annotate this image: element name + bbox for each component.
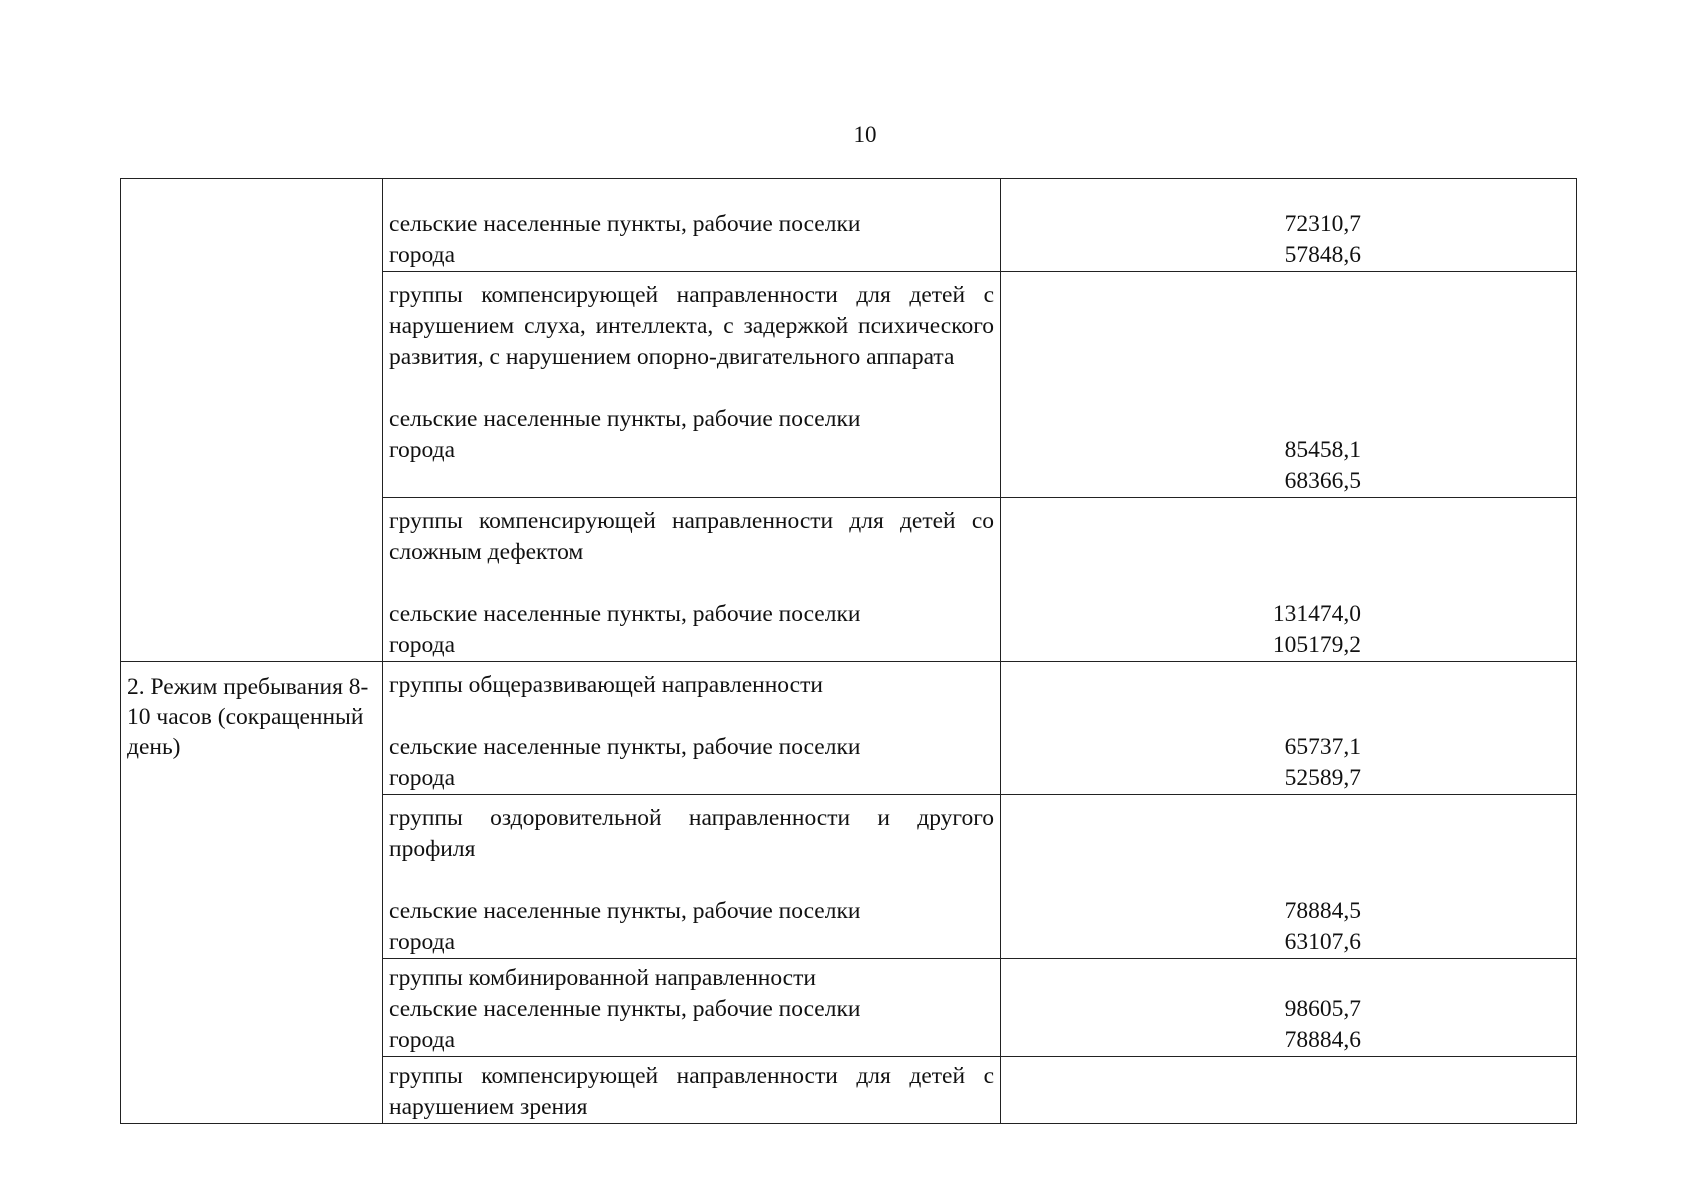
value: 68366,5 (1284, 468, 1361, 494)
value-cell (1001, 662, 1577, 795)
group-title: группы компенсирующей направленности для детей с нарушением слуха, интеллекта, с задержкой психического развития, с нарушением опорно-двигательного аппарата (389, 282, 994, 370)
group-cell (383, 959, 1001, 1057)
value: 98605,7 (1284, 996, 1361, 1022)
group-title: группы общеразвивающей направленности (389, 672, 823, 698)
tariff-table (120, 178, 1577, 1124)
group-title: группы компенсирующей направленности для детей с нарушением зрения (389, 1063, 994, 1120)
group-title: группы оздоровительной направленности и другого профиля (389, 805, 994, 862)
place-label: сельские населенные пункты, рабочие поселки (389, 601, 861, 627)
place-label: города (389, 437, 456, 463)
place-label: города (389, 242, 456, 268)
value: 72310,7 (1284, 211, 1361, 237)
group-cell (383, 795, 1001, 959)
value: 105179,2 (1272, 632, 1361, 658)
mode-label: 2. Режим пребывания 8-10 часов (сокращенный день) (127, 674, 369, 760)
group-cell (383, 498, 1001, 662)
group-cell (383, 1057, 1001, 1124)
place-label: города (389, 1027, 456, 1053)
place-label: города (389, 632, 456, 658)
value-cell (1001, 498, 1577, 662)
value-cell (1001, 959, 1577, 1057)
place-label: города (389, 929, 456, 955)
group-cell (383, 179, 1001, 272)
group-title: группы компенсирующей направленности для детей со сложным дефектом (389, 508, 994, 565)
group-cell (383, 272, 1001, 498)
value: 85458,1 (1284, 437, 1361, 463)
group-cell (383, 662, 1001, 795)
mode-cell (121, 662, 383, 1124)
value-cell-empty (1001, 1057, 1577, 1124)
value-cell (1001, 272, 1577, 498)
mode-cell-empty (121, 179, 383, 662)
group-title: группы комбинированной направленности (389, 965, 816, 991)
place-label: сельские населенные пункты, рабочие поселки (389, 211, 861, 237)
value: 57848,6 (1284, 242, 1361, 268)
value: 52589,7 (1284, 765, 1361, 791)
value: 78884,5 (1284, 898, 1361, 924)
value-cell (1001, 179, 1577, 272)
place-label: сельские населенные пункты, рабочие поселки (389, 734, 861, 760)
table-row (121, 662, 1577, 795)
place-label: сельские населенные пункты, рабочие поселки (389, 996, 861, 1022)
place-label: сельские населенные пункты, рабочие поселки (389, 406, 861, 432)
table-row (121, 179, 1577, 272)
value-cell (1001, 795, 1577, 959)
value: 65737,1 (1284, 734, 1361, 760)
page-number: 10 (853, 122, 877, 147)
place-label: города (389, 765, 456, 791)
place-label: сельские населенные пункты, рабочие поселки (389, 898, 861, 924)
value: 131474,0 (1272, 601, 1361, 627)
value: 63107,6 (1284, 929, 1361, 955)
value: 78884,6 (1284, 1027, 1361, 1053)
